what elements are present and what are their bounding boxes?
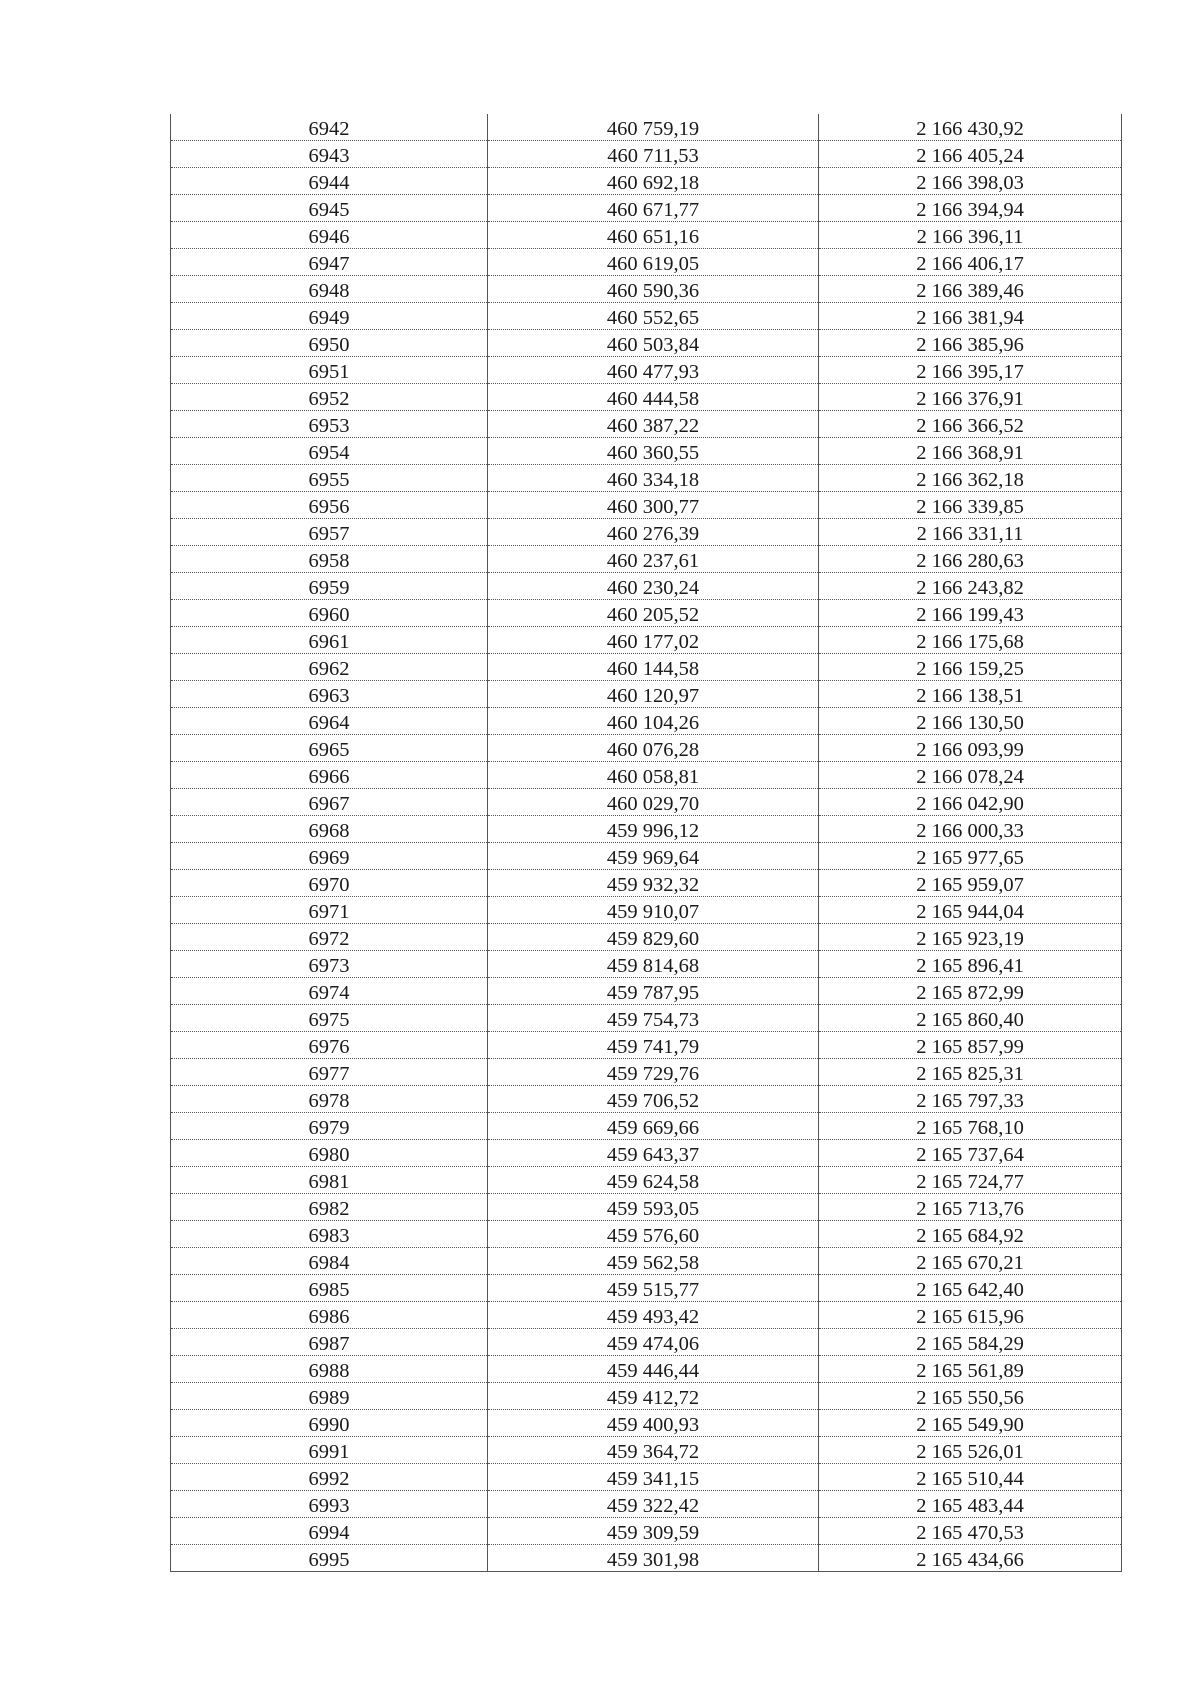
point-number-cell: 6960 xyxy=(171,600,488,627)
x-coordinate-cell: 459 446,44 xyxy=(488,1356,819,1383)
table-row xyxy=(171,1518,1122,1545)
coordinates-table-body xyxy=(171,114,1122,1572)
point-number-cell: 6980 xyxy=(171,1140,488,1167)
y-coordinate-cell: 2 165 977,65 xyxy=(819,843,1122,870)
y-coordinate-cell: 2 166 396,11 xyxy=(819,222,1122,249)
table-row xyxy=(171,1248,1122,1275)
table-row xyxy=(171,1383,1122,1410)
y-coordinate-cell: 2 166 398,03 xyxy=(819,168,1122,195)
x-coordinate-cell: 459 515,77 xyxy=(488,1275,819,1302)
x-coordinate-cell: 460 104,26 xyxy=(488,708,819,735)
table-row xyxy=(171,249,1122,276)
table-row xyxy=(171,843,1122,870)
point-number-cell: 6975 xyxy=(171,1005,488,1032)
x-coordinate-cell: 460 177,02 xyxy=(488,627,819,654)
x-coordinate-cell: 459 754,73 xyxy=(488,1005,819,1032)
y-coordinate-cell: 2 165 526,01 xyxy=(819,1437,1122,1464)
x-coordinate-cell: 459 814,68 xyxy=(488,951,819,978)
y-coordinate-cell: 2 165 737,64 xyxy=(819,1140,1122,1167)
x-coordinate-cell: 460 444,58 xyxy=(488,384,819,411)
point-number-cell: 6971 xyxy=(171,897,488,924)
point-number-cell: 6958 xyxy=(171,546,488,573)
y-coordinate-cell: 2 166 339,85 xyxy=(819,492,1122,519)
table-row xyxy=(171,789,1122,816)
x-coordinate-cell: 459 910,07 xyxy=(488,897,819,924)
y-coordinate-cell: 2 166 199,43 xyxy=(819,600,1122,627)
point-number-cell: 6961 xyxy=(171,627,488,654)
x-coordinate-cell: 460 205,52 xyxy=(488,600,819,627)
x-coordinate-cell: 460 759,19 xyxy=(488,114,819,141)
y-coordinate-cell: 2 165 483,44 xyxy=(819,1491,1122,1518)
x-coordinate-cell: 459 932,32 xyxy=(488,870,819,897)
point-number-cell: 6992 xyxy=(171,1464,488,1491)
table-row xyxy=(171,1491,1122,1518)
table-row xyxy=(171,1194,1122,1221)
x-coordinate-cell: 459 400,93 xyxy=(488,1410,819,1437)
x-coordinate-cell: 459 412,72 xyxy=(488,1383,819,1410)
point-number-cell: 6955 xyxy=(171,465,488,492)
y-coordinate-cell: 2 166 093,99 xyxy=(819,735,1122,762)
x-coordinate-cell: 460 300,77 xyxy=(488,492,819,519)
table-row xyxy=(171,897,1122,924)
y-coordinate-cell: 2 165 670,21 xyxy=(819,1248,1122,1275)
table-row xyxy=(171,357,1122,384)
point-number-cell: 6973 xyxy=(171,951,488,978)
x-coordinate-cell: 459 996,12 xyxy=(488,816,819,843)
table-row xyxy=(171,330,1122,357)
table-row xyxy=(171,654,1122,681)
point-number-cell: 6963 xyxy=(171,681,488,708)
table-row xyxy=(171,222,1122,249)
y-coordinate-cell: 2 166 000,33 xyxy=(819,816,1122,843)
table-row xyxy=(171,1437,1122,1464)
table-row xyxy=(171,1140,1122,1167)
table-row xyxy=(171,1464,1122,1491)
y-coordinate-cell: 2 166 395,17 xyxy=(819,357,1122,384)
point-number-cell: 6989 xyxy=(171,1383,488,1410)
table-row xyxy=(171,1113,1122,1140)
y-coordinate-cell: 2 166 405,24 xyxy=(819,141,1122,168)
point-number-cell: 6966 xyxy=(171,762,488,789)
x-coordinate-cell: 460 711,53 xyxy=(488,141,819,168)
y-coordinate-cell: 2 166 389,46 xyxy=(819,276,1122,303)
x-coordinate-cell: 459 706,52 xyxy=(488,1086,819,1113)
table-row xyxy=(171,195,1122,222)
coordinates-table xyxy=(170,114,1122,1572)
point-number-cell: 6984 xyxy=(171,1248,488,1275)
table-row xyxy=(171,600,1122,627)
x-coordinate-cell: 459 643,37 xyxy=(488,1140,819,1167)
table-row xyxy=(171,1302,1122,1329)
x-coordinate-cell: 459 341,15 xyxy=(488,1464,819,1491)
y-coordinate-cell: 2 165 896,41 xyxy=(819,951,1122,978)
point-number-cell: 6954 xyxy=(171,438,488,465)
point-number-cell: 6994 xyxy=(171,1518,488,1545)
table-row xyxy=(171,384,1122,411)
x-coordinate-cell: 460 276,39 xyxy=(488,519,819,546)
point-number-cell: 6956 xyxy=(171,492,488,519)
table-row xyxy=(171,924,1122,951)
point-number-cell: 6981 xyxy=(171,1167,488,1194)
table-row xyxy=(171,870,1122,897)
y-coordinate-cell: 2 165 510,44 xyxy=(819,1464,1122,1491)
table-row xyxy=(171,141,1122,168)
point-number-cell: 6978 xyxy=(171,1086,488,1113)
table-row xyxy=(171,114,1122,141)
table-row xyxy=(171,303,1122,330)
point-number-cell: 6972 xyxy=(171,924,488,951)
x-coordinate-cell: 460 503,84 xyxy=(488,330,819,357)
point-number-cell: 6962 xyxy=(171,654,488,681)
point-number-cell: 6974 xyxy=(171,978,488,1005)
x-coordinate-cell: 459 301,98 xyxy=(488,1545,819,1572)
point-number-cell: 6990 xyxy=(171,1410,488,1437)
table-row xyxy=(171,627,1122,654)
x-coordinate-cell: 459 741,79 xyxy=(488,1032,819,1059)
point-number-cell: 6951 xyxy=(171,357,488,384)
point-number-cell: 6949 xyxy=(171,303,488,330)
y-coordinate-cell: 2 166 394,94 xyxy=(819,195,1122,222)
point-number-cell: 6953 xyxy=(171,411,488,438)
point-number-cell: 6969 xyxy=(171,843,488,870)
point-number-cell: 6979 xyxy=(171,1113,488,1140)
table-row xyxy=(171,762,1122,789)
y-coordinate-cell: 2 165 561,89 xyxy=(819,1356,1122,1383)
table-row xyxy=(171,492,1122,519)
table-row xyxy=(171,951,1122,978)
point-number-cell: 6982 xyxy=(171,1194,488,1221)
y-coordinate-cell: 2 165 797,33 xyxy=(819,1086,1122,1113)
x-coordinate-cell: 460 334,18 xyxy=(488,465,819,492)
y-coordinate-cell: 2 166 406,17 xyxy=(819,249,1122,276)
table-row xyxy=(171,1410,1122,1437)
point-number-cell: 6991 xyxy=(171,1437,488,1464)
y-coordinate-cell: 2 165 684,92 xyxy=(819,1221,1122,1248)
table-row xyxy=(171,573,1122,600)
y-coordinate-cell: 2 166 130,50 xyxy=(819,708,1122,735)
x-coordinate-cell: 459 669,66 xyxy=(488,1113,819,1140)
y-coordinate-cell: 2 165 959,07 xyxy=(819,870,1122,897)
point-number-cell: 6957 xyxy=(171,519,488,546)
x-coordinate-cell: 460 120,97 xyxy=(488,681,819,708)
y-coordinate-cell: 2 166 175,68 xyxy=(819,627,1122,654)
table-row xyxy=(171,1356,1122,1383)
table-row xyxy=(171,1275,1122,1302)
point-number-cell: 6952 xyxy=(171,384,488,411)
point-number-cell: 6948 xyxy=(171,276,488,303)
point-number-cell: 6985 xyxy=(171,1275,488,1302)
table-row xyxy=(171,546,1122,573)
table-row xyxy=(171,465,1122,492)
point-number-cell: 6946 xyxy=(171,222,488,249)
x-coordinate-cell: 460 552,65 xyxy=(488,303,819,330)
table-row xyxy=(171,708,1122,735)
x-coordinate-cell: 459 309,59 xyxy=(488,1518,819,1545)
x-coordinate-cell: 460 230,24 xyxy=(488,573,819,600)
table-row xyxy=(171,1059,1122,1086)
y-coordinate-cell: 2 165 923,19 xyxy=(819,924,1122,951)
point-number-cell: 6947 xyxy=(171,249,488,276)
x-coordinate-cell: 460 590,36 xyxy=(488,276,819,303)
y-coordinate-cell: 2 166 243,82 xyxy=(819,573,1122,600)
x-coordinate-cell: 460 029,70 xyxy=(488,789,819,816)
point-number-cell: 6942 xyxy=(171,114,488,141)
point-number-cell: 6977 xyxy=(171,1059,488,1086)
table-row xyxy=(171,1545,1122,1572)
table-row xyxy=(171,438,1122,465)
y-coordinate-cell: 2 165 768,10 xyxy=(819,1113,1122,1140)
table-row xyxy=(171,1167,1122,1194)
x-coordinate-cell: 459 829,60 xyxy=(488,924,819,951)
x-coordinate-cell: 460 671,77 xyxy=(488,195,819,222)
point-number-cell: 6983 xyxy=(171,1221,488,1248)
point-number-cell: 6964 xyxy=(171,708,488,735)
y-coordinate-cell: 2 165 642,40 xyxy=(819,1275,1122,1302)
point-number-cell: 6943 xyxy=(171,141,488,168)
table-row xyxy=(171,168,1122,195)
point-number-cell: 6967 xyxy=(171,789,488,816)
y-coordinate-cell: 2 165 615,96 xyxy=(819,1302,1122,1329)
point-number-cell: 6944 xyxy=(171,168,488,195)
x-coordinate-cell: 459 576,60 xyxy=(488,1221,819,1248)
point-number-cell: 6995 xyxy=(171,1545,488,1572)
x-coordinate-cell: 459 624,58 xyxy=(488,1167,819,1194)
y-coordinate-cell: 2 166 331,11 xyxy=(819,519,1122,546)
y-coordinate-cell: 2 166 159,25 xyxy=(819,654,1122,681)
y-coordinate-cell: 2 166 366,52 xyxy=(819,411,1122,438)
y-coordinate-cell: 2 166 138,51 xyxy=(819,681,1122,708)
table-row xyxy=(171,1221,1122,1248)
table-row xyxy=(171,978,1122,1005)
y-coordinate-cell: 2 165 470,53 xyxy=(819,1518,1122,1545)
point-number-cell: 6976 xyxy=(171,1032,488,1059)
table-row xyxy=(171,519,1122,546)
point-number-cell: 6987 xyxy=(171,1329,488,1356)
y-coordinate-cell: 2 166 385,96 xyxy=(819,330,1122,357)
table-row xyxy=(171,1329,1122,1356)
table-row xyxy=(171,276,1122,303)
point-number-cell: 6950 xyxy=(171,330,488,357)
point-number-cell: 6988 xyxy=(171,1356,488,1383)
x-coordinate-cell: 459 493,42 xyxy=(488,1302,819,1329)
y-coordinate-cell: 2 165 872,99 xyxy=(819,978,1122,1005)
y-coordinate-cell: 2 166 280,63 xyxy=(819,546,1122,573)
y-coordinate-cell: 2 166 381,94 xyxy=(819,303,1122,330)
y-coordinate-cell: 2 165 434,66 xyxy=(819,1545,1122,1572)
y-coordinate-cell: 2 165 549,90 xyxy=(819,1410,1122,1437)
table-row xyxy=(171,1086,1122,1113)
y-coordinate-cell: 2 166 368,91 xyxy=(819,438,1122,465)
point-number-cell: 6945 xyxy=(171,195,488,222)
table-row xyxy=(171,411,1122,438)
y-coordinate-cell: 2 165 944,04 xyxy=(819,897,1122,924)
point-number-cell: 6965 xyxy=(171,735,488,762)
table-row xyxy=(171,681,1122,708)
y-coordinate-cell: 2 166 042,90 xyxy=(819,789,1122,816)
y-coordinate-cell: 2 165 724,77 xyxy=(819,1167,1122,1194)
point-number-cell: 6959 xyxy=(171,573,488,600)
y-coordinate-cell: 2 165 550,56 xyxy=(819,1383,1122,1410)
x-coordinate-cell: 460 237,61 xyxy=(488,546,819,573)
point-number-cell: 6986 xyxy=(171,1302,488,1329)
x-coordinate-cell: 459 969,64 xyxy=(488,843,819,870)
x-coordinate-cell: 459 787,95 xyxy=(488,978,819,1005)
x-coordinate-cell: 459 593,05 xyxy=(488,1194,819,1221)
y-coordinate-cell: 2 165 857,99 xyxy=(819,1032,1122,1059)
x-coordinate-cell: 460 692,18 xyxy=(488,168,819,195)
x-coordinate-cell: 460 477,93 xyxy=(488,357,819,384)
x-coordinate-cell: 459 322,42 xyxy=(488,1491,819,1518)
x-coordinate-cell: 459 474,06 xyxy=(488,1329,819,1356)
y-coordinate-cell: 2 165 860,40 xyxy=(819,1005,1122,1032)
x-coordinate-cell: 460 619,05 xyxy=(488,249,819,276)
x-coordinate-cell: 460 058,81 xyxy=(488,762,819,789)
y-coordinate-cell: 2 165 713,76 xyxy=(819,1194,1122,1221)
table-row xyxy=(171,1005,1122,1032)
x-coordinate-cell: 459 364,72 xyxy=(488,1437,819,1464)
x-coordinate-cell: 459 562,58 xyxy=(488,1248,819,1275)
y-coordinate-cell: 2 166 362,18 xyxy=(819,465,1122,492)
x-coordinate-cell: 460 651,16 xyxy=(488,222,819,249)
point-number-cell: 6993 xyxy=(171,1491,488,1518)
x-coordinate-cell: 460 076,28 xyxy=(488,735,819,762)
x-coordinate-cell: 459 729,76 xyxy=(488,1059,819,1086)
table-row xyxy=(171,816,1122,843)
y-coordinate-cell: 2 166 430,92 xyxy=(819,114,1122,141)
point-number-cell: 6970 xyxy=(171,870,488,897)
table-row xyxy=(171,1032,1122,1059)
x-coordinate-cell: 460 144,58 xyxy=(488,654,819,681)
x-coordinate-cell: 460 387,22 xyxy=(488,411,819,438)
y-coordinate-cell: 2 165 825,31 xyxy=(819,1059,1122,1086)
y-coordinate-cell: 2 166 078,24 xyxy=(819,762,1122,789)
y-coordinate-cell: 2 165 584,29 xyxy=(819,1329,1122,1356)
y-coordinate-cell: 2 166 376,91 xyxy=(819,384,1122,411)
x-coordinate-cell: 460 360,55 xyxy=(488,438,819,465)
table-row xyxy=(171,735,1122,762)
point-number-cell: 6968 xyxy=(171,816,488,843)
